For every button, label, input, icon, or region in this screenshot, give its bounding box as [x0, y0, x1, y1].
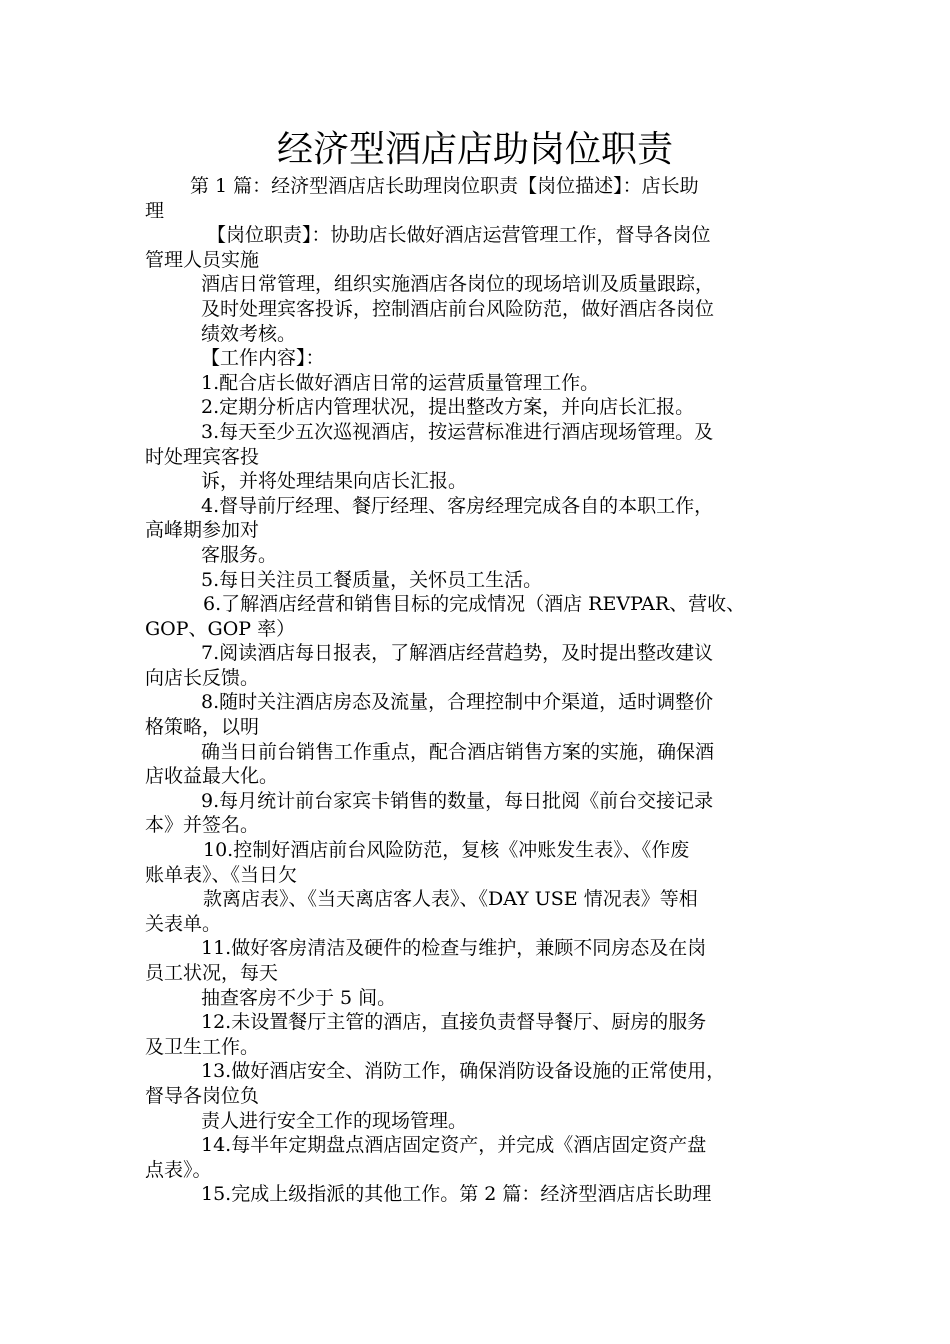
- paragraph-wrap-text: 格策略，以明: [145, 716, 260, 739]
- paragraph-text: 抽查客房不少于 5 间。: [201, 986, 397, 1009]
- paragraph-line: [145, 543, 825, 568]
- paragraph-line: [145, 641, 825, 690]
- paragraph-line: [145, 986, 825, 1011]
- paragraph-line: [145, 592, 825, 641]
- paragraph-line: [145, 322, 825, 347]
- paragraph-line: [145, 1059, 825, 1108]
- paragraph-line: [145, 395, 825, 420]
- paragraph-line: [145, 789, 825, 838]
- paragraph-text: 第 1 篇：经济型酒店店长助理岗位职责【岗位描述】：店长助: [190, 175, 699, 197]
- paragraph-line: [145, 494, 825, 543]
- paragraph-text: 8.随时关注酒店房态及流量，合理控制中介渠道，适时调整价: [201, 691, 714, 714]
- paragraph-line: [145, 690, 825, 739]
- paragraph-text: 14.每半年定期盘点酒店固定资产，并完成《酒店固定资产盘: [201, 1134, 707, 1157]
- paragraph-line: [145, 568, 825, 593]
- paragraph-text: 款离店表》、《当天离店客人表》、《DAY USE 情况表》等相: [203, 888, 698, 911]
- paragraph-wrap-text: 向店长反馈。: [145, 666, 260, 689]
- paragraph-text: 7.阅读酒店每日报表，了解酒店经营趋势，及时提出整改建议: [201, 642, 714, 665]
- paragraph-text: 酒店日常管理，组织实施酒店各岗位的现场培训及质量跟踪，: [201, 273, 715, 296]
- paragraph-wrap-text: 理: [145, 199, 165, 222]
- paragraph-line: [145, 887, 825, 936]
- paragraph-text: 12.未设置餐厅主管的酒店，直接负责督导餐厅、厨房的服务: [201, 1011, 707, 1034]
- paragraph-line: [145, 1010, 825, 1059]
- paragraph-text: 确当日前台销售工作重点，配合酒店销售方案的实施，确保酒: [201, 740, 715, 763]
- paragraph-wrap-text: 账单表》、《当日欠: [145, 863, 298, 886]
- paragraph-line: [145, 740, 825, 789]
- paragraph-line: [145, 371, 825, 396]
- paragraph-text: 15.完成上级指派的其他工作。第 2 篇：经济型酒店店长助理: [201, 1183, 712, 1206]
- paragraph-wrap-text: 高峰期参加对: [145, 519, 260, 542]
- paragraph-text: 11.做好客房清洁及硬件的检查与维护，兼顾不同房态及在岗: [201, 937, 707, 960]
- paragraph-text: 4.督导前厅经理、餐厅经理、客房经理完成各自的本职工作，: [201, 494, 714, 517]
- paragraph-text: 13.做好酒店安全、消防工作，确保消防设备设施的正常使用，: [201, 1060, 726, 1083]
- paragraph-wrap-text: 督导各岗位负: [145, 1084, 260, 1107]
- paragraph-wrap-text: 管理人员实施: [145, 248, 260, 271]
- paragraph-text: 3.每天至少五次巡视酒店，按运营标准进行酒店现场管理。及: [201, 420, 714, 443]
- paragraph-text: 5.每日关注员工餐质量，关怀员工生活。: [201, 568, 543, 591]
- paragraph-wrap-text: 时处理宾客投: [145, 445, 260, 468]
- paragraph-text: 及时处理宾客投诉，控制酒店前台风险防范，做好酒店各岗位: [201, 297, 715, 320]
- paragraph-text: 客服务。: [201, 543, 278, 566]
- paragraph-line: [145, 223, 825, 272]
- paragraph-text: 责人进行安全工作的现场管理。: [201, 1109, 468, 1132]
- paragraph-line: [145, 174, 825, 223]
- document-body: [145, 174, 825, 1207]
- paragraph-wrap-text: 及卫生工作。: [145, 1035, 260, 1058]
- paragraph-text: 6.了解酒店经营和销售目标的完成情况（酒店 REVPAR、营收、: [203, 593, 746, 616]
- paragraph-text: 诉，并将处理结果向店长汇报。: [201, 470, 468, 493]
- paragraph-text: 2.定期分析店内管理状况，提出整改方案，并向店长汇报。: [201, 396, 695, 419]
- document-title: 经济型酒店店助岗位职责: [276, 129, 673, 170]
- paragraph-line: [145, 346, 825, 371]
- paragraph-text: 10.控制好酒店前台风险防范，复核《冲账发生表》、《作废: [203, 839, 690, 862]
- paragraph-text: 【岗位职责】：协助店长做好酒店运营管理工作，督导各岗位: [207, 224, 711, 247]
- paragraph-line: [145, 1182, 825, 1207]
- paragraph-wrap-text: 员工状况，每天: [145, 962, 279, 984]
- paragraph-line: [145, 936, 825, 985]
- paragraph-line: [145, 1109, 825, 1134]
- paragraph-wrap-text: 店收益最大化。: [145, 765, 279, 788]
- paragraph-line: [145, 469, 825, 494]
- paragraph-line: [145, 1133, 825, 1182]
- paragraph-line: [145, 838, 825, 887]
- paragraph-text: 绩效考核。: [201, 322, 297, 345]
- paragraph-text: 【工作内容】：: [201, 347, 325, 370]
- paragraph-line: [145, 297, 825, 322]
- paragraph-wrap-text: 关表单。: [145, 912, 222, 935]
- paragraph-text: 9.每月统计前台家宾卡销售的数量，每日批阅《前台交接记录: [201, 789, 714, 812]
- paragraph-wrap-text: 本》并签名。: [145, 814, 260, 837]
- paragraph-wrap-text: 点表》。: [145, 1158, 212, 1181]
- paragraph-line: [145, 272, 825, 297]
- paragraph-line: [145, 420, 825, 469]
- paragraph-text: 1.配合店长做好酒店日常的运营质量管理工作。: [201, 371, 600, 394]
- paragraph-wrap-text: GOP、GOP 率）: [145, 617, 296, 640]
